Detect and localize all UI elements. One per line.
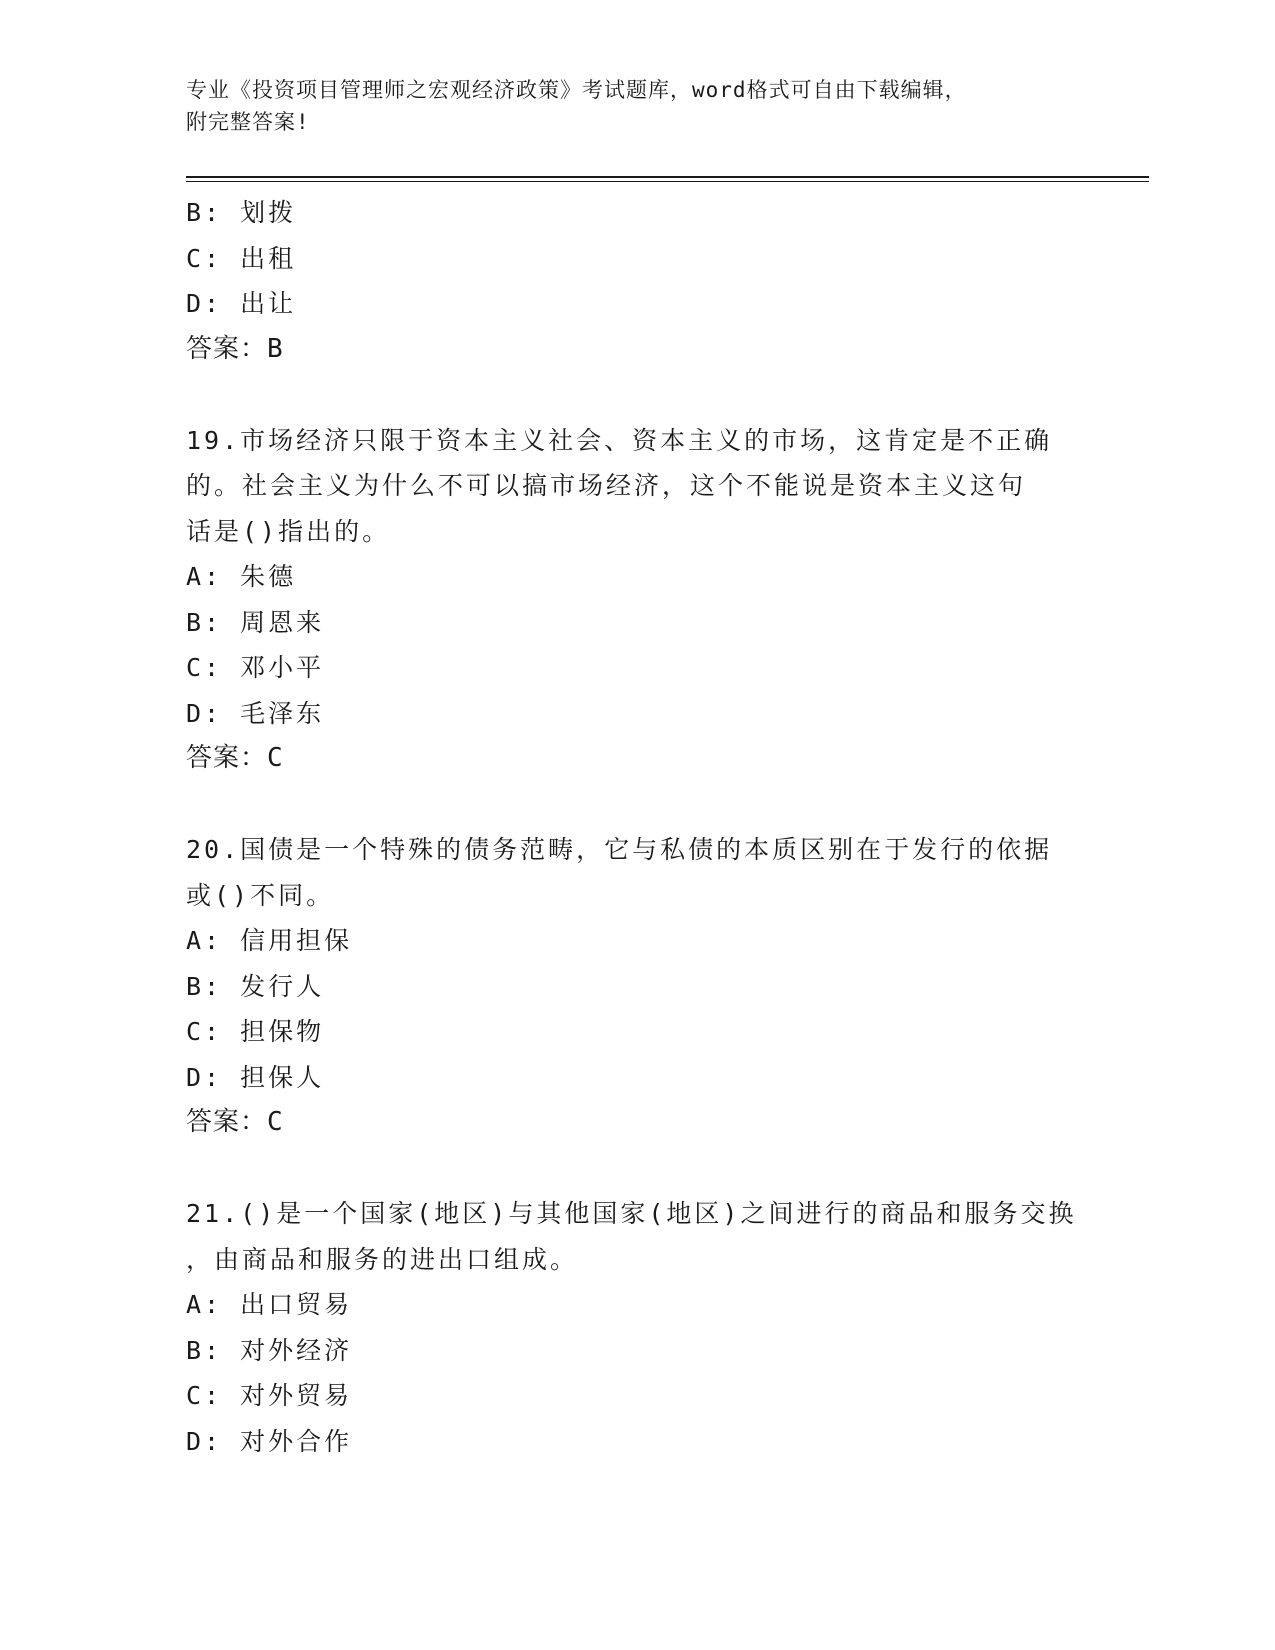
answer-label: 答案： — [186, 333, 268, 364]
answer-value: B — [267, 333, 284, 364]
question-18-continued — [186, 190, 1066, 372]
spacer — [186, 372, 1066, 418]
question-text-line: 20.国债是一个特殊的债务范畴，它与私债的本质区别在于发行的依据 — [186, 835, 1053, 864]
option-c: C: 出租 — [186, 243, 297, 273]
option-c: C: 对外贸易 — [186, 1381, 353, 1410]
option-a: A: 朱德 — [186, 562, 297, 591]
option-c: C: 邓小平 — [186, 653, 325, 682]
option-b: B: 周恩来 — [186, 607, 325, 637]
header-divider-thick — [186, 176, 1149, 178]
option-d: D: 出让 — [186, 289, 297, 318]
header-divider-thin — [186, 181, 1149, 182]
answer-line — [186, 327, 1066, 373]
option-a: A: 信用担保 — [186, 926, 353, 955]
option-d: D: 毛泽东 — [186, 698, 325, 728]
header-line-2: 附完整答案! — [186, 110, 310, 134]
option-b: B: 发行人 — [186, 971, 325, 1001]
answer-value: C — [267, 743, 284, 773]
question-text-line: 21.()是一个国家(地区)与其他国家(地区)之间进行的商品和服务交换 — [186, 1199, 1077, 1228]
spacer — [186, 782, 1066, 828]
question-21 — [186, 1191, 1077, 1464]
option-d: D: 对外合作 — [186, 1426, 353, 1456]
question-text-line: ，由商品和服务的进出口组成。 — [186, 1244, 579, 1274]
header-line-1: 专业《投资项目管理师之宏观经济政策》考试题库，word格式可自由下载编辑， — [186, 78, 967, 102]
answer-label: 答案： — [186, 743, 268, 773]
answer-value: C — [267, 1107, 284, 1137]
spacer — [186, 1146, 1066, 1192]
answer-line — [186, 736, 1066, 782]
option-c: C: 担保物 — [186, 1017, 325, 1046]
answer-line — [186, 1100, 1066, 1146]
question-text-line: 话是()指出的。 — [186, 516, 391, 546]
option-d: D: 担保人 — [186, 1062, 325, 1092]
option-a: A: 出口贸易 — [186, 1290, 353, 1319]
option-b: B: 划拨 — [186, 198, 297, 227]
question-19 — [186, 418, 1066, 782]
question-20 — [186, 827, 1066, 1146]
option-b: B: 对外经济 — [186, 1335, 353, 1365]
question-text-line: 或()不同。 — [186, 880, 335, 910]
answer-label: 答案： — [186, 1107, 268, 1137]
question-text-line: 的。社会主义为什么不可以搞市场经济，这个不能说是资本主义这句 — [186, 471, 1027, 500]
question-content — [186, 190, 1077, 1464]
document-header — [186, 74, 1086, 138]
question-text-line: 19.市场经济只限于资本主义社会、资本主义的市场，这肯定是不正确 — [186, 425, 1053, 455]
